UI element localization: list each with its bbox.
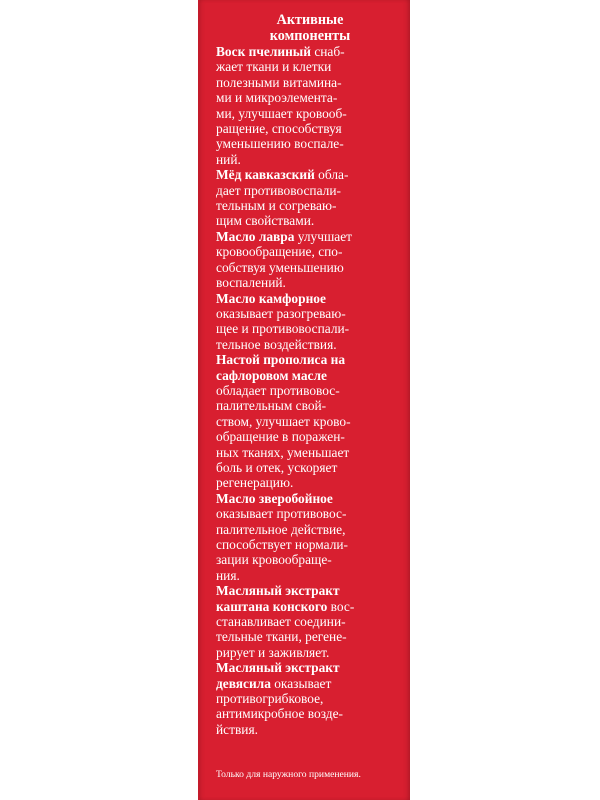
component-description: способствует нормали- [216, 537, 349, 552]
component-name: девясила [216, 675, 271, 691]
component-description: дает противовоспали- [216, 182, 341, 198]
component-name: Масло лавра [216, 228, 295, 244]
component-line [216, 213, 404, 228]
component-line [216, 106, 404, 121]
component-line [216, 660, 404, 675]
component-line [216, 321, 404, 336]
section-heading [216, 12, 404, 44]
component-description: улучшает [294, 228, 353, 244]
heading-line: Активные [276, 12, 344, 28]
component-item [216, 491, 404, 583]
component-description: ных тканях, уменьшает [216, 444, 350, 460]
component-line [216, 275, 404, 290]
component-line [216, 306, 404, 321]
component-line [216, 198, 404, 213]
component-line [216, 244, 404, 259]
component-description: полезными витамина- [216, 74, 342, 90]
component-description: щее и противовоспали- [216, 321, 350, 337]
component-description: станавливает соедини- [216, 614, 346, 630]
component-name: Настой прополиса на [216, 352, 346, 368]
component-description: зации кровообраще- [216, 552, 332, 568]
component-line [216, 475, 404, 490]
component-description: боль и отек, ускоряет [216, 459, 338, 475]
component-line [216, 90, 404, 105]
component-description: тельным и согреваю- [216, 198, 337, 214]
component-description: противогрибковое, [216, 691, 324, 707]
heading-line: компоненты [269, 28, 351, 44]
component-item [216, 229, 404, 291]
component-name: Масляный экстракт [216, 583, 340, 599]
component-line [216, 352, 404, 367]
component-line [216, 414, 404, 429]
component-description: оказывает разогреваю- [216, 305, 346, 321]
component-description: щим свойствами. [216, 213, 315, 229]
component-description: тельные ткани, регене- [216, 629, 347, 645]
component-line [216, 629, 404, 644]
component-item [216, 352, 404, 491]
component-description: ращение, способствуя [216, 121, 342, 137]
component-line [216, 722, 404, 737]
component-description: оказывает [270, 675, 332, 691]
component-description: жает ткани и клетки [216, 59, 332, 75]
component-description: оказывает противовос- [216, 506, 347, 522]
component-item [216, 44, 404, 167]
component-line [216, 537, 404, 552]
component-line [216, 291, 404, 306]
component-description: регенерацию. [216, 475, 294, 491]
component-description: ми и микроэлемента- [216, 90, 338, 106]
component-line [216, 706, 404, 721]
ingredients-panel [216, 12, 404, 737]
component-line [216, 136, 404, 151]
component-line [216, 568, 404, 583]
component-line [216, 645, 404, 660]
component-name: Масло зверобойное [216, 490, 333, 506]
component-description: тельное воздействия. [216, 336, 337, 352]
component-line [216, 44, 404, 59]
component-description: антимикробное возде- [216, 706, 343, 722]
component-description: вос- [327, 598, 355, 614]
component-line [216, 491, 404, 506]
component-line [216, 383, 404, 398]
component-line [216, 398, 404, 413]
component-name: сафлоровом масле [216, 367, 327, 383]
component-line [216, 599, 404, 614]
component-description: рирует и заживляет. [216, 644, 330, 660]
component-line [216, 614, 404, 629]
component-description: собствуя уменьшению [216, 259, 344, 275]
usage-note: Только для наружного применения. [216, 769, 361, 780]
component-line [216, 59, 404, 74]
component-line [216, 121, 404, 136]
component-line [216, 552, 404, 567]
component-name: Масляный экстракт [216, 660, 340, 676]
component-line [216, 691, 404, 706]
component-line [216, 368, 404, 383]
component-name: Воск пчелиный [216, 44, 311, 59]
component-line [216, 445, 404, 460]
component-description: обла- [314, 167, 349, 183]
component-line [216, 337, 404, 352]
component-description: ния. [216, 567, 240, 583]
component-line [216, 506, 404, 521]
component-line [216, 522, 404, 537]
component-description: ством, улучшает крово- [216, 413, 351, 429]
component-name: Мёд кавказский [216, 167, 315, 183]
box-fold-edge [198, 0, 200, 800]
component-description: обладает противовос- [216, 382, 340, 398]
component-line [216, 183, 404, 198]
component-line [216, 152, 404, 167]
component-description: ний. [216, 151, 241, 167]
component-item [216, 167, 404, 229]
component-item [216, 583, 404, 660]
component-description: палительное действие, [216, 521, 346, 537]
component-description: уменьшению воспале- [216, 136, 344, 152]
component-item [216, 291, 404, 353]
component-description: кровообращение, спо- [216, 244, 343, 260]
component-line [216, 676, 404, 691]
component-line [216, 229, 404, 244]
component-line [216, 167, 404, 182]
component-line [216, 75, 404, 90]
component-description: воспалений. [216, 275, 286, 291]
component-description: йствия. [216, 721, 258, 737]
component-description: палительным свой- [216, 398, 327, 414]
components-list [216, 44, 404, 737]
component-name: каштана конского [216, 598, 328, 614]
component-line [216, 429, 404, 444]
component-description: обращение в поражен- [216, 429, 345, 445]
component-description: ми, улучшает кровооб- [216, 105, 347, 121]
component-line [216, 583, 404, 598]
component-name: Масло камфорное [216, 290, 326, 306]
component-line [216, 460, 404, 475]
component-line [216, 260, 404, 275]
component-item [216, 660, 404, 737]
component-description: снаб- [310, 44, 345, 59]
